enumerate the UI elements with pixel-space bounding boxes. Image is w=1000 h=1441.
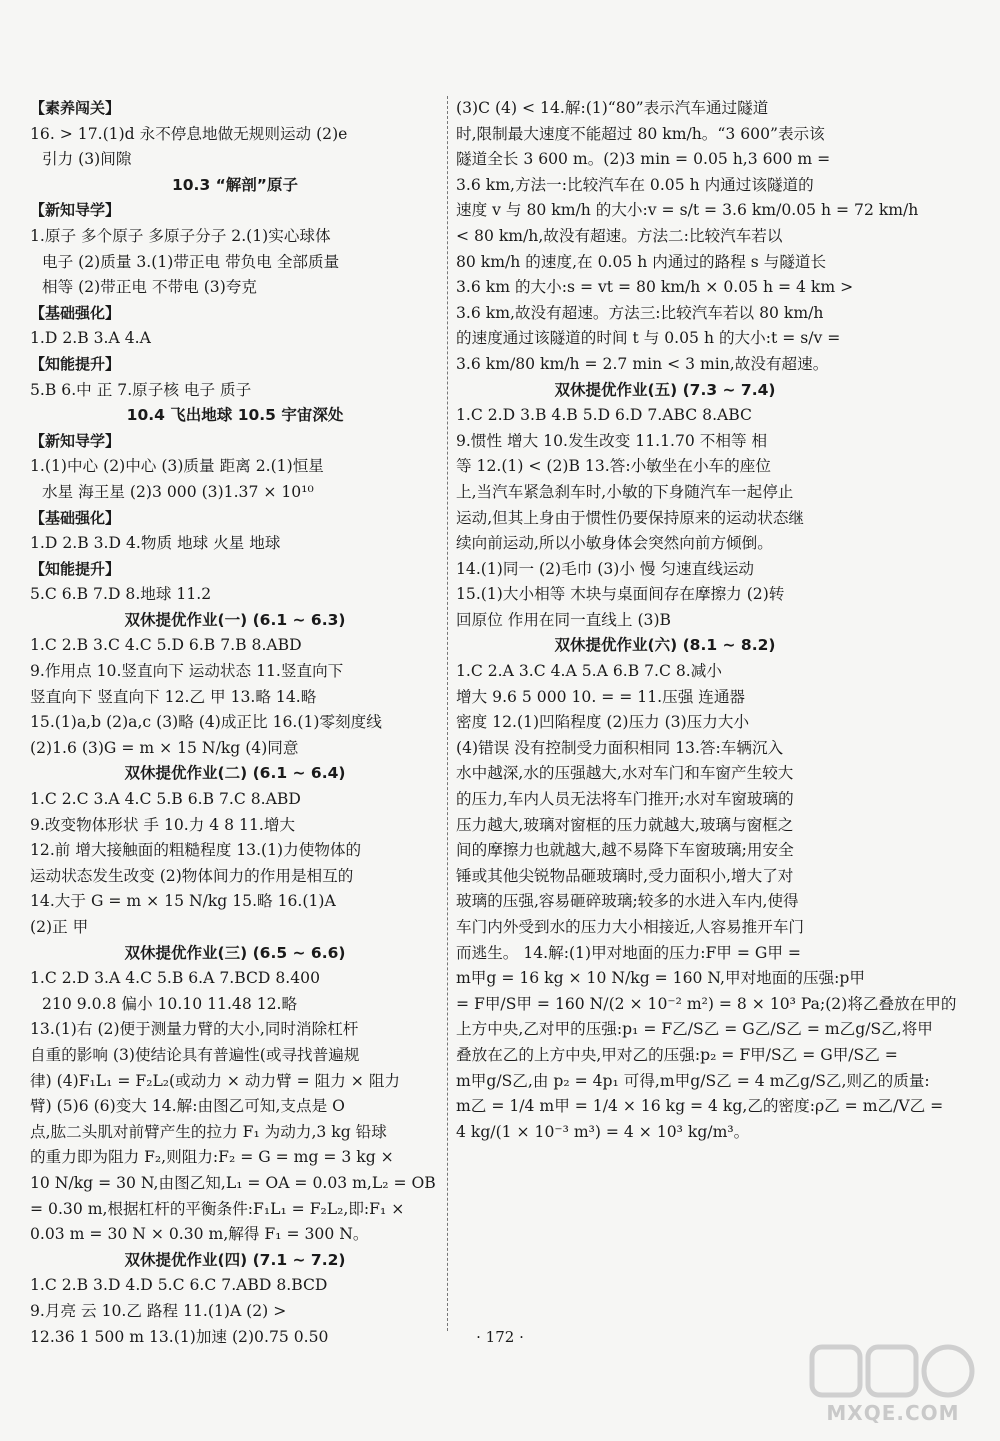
text-line: 运动,但其上身由于惯性仍要保持原来的运动状态继 — [456, 508, 805, 527]
text-line: 水中越深,水的压强越大,水对车门和车窗产生较大 — [456, 764, 794, 783]
text-line: 相等 (2)带正电 不带电 (3)夸克 — [42, 278, 257, 297]
watermark-logo — [808, 1341, 978, 1425]
text-line: 5.B 6.中 正 7.原子核 电子 质子 — [30, 380, 252, 399]
text-line: 210 9.0.8 偏小 10.10 11.48 12.略 — [42, 994, 298, 1013]
text-line: 15.(1)大小相等 木块与桌面间存在摩擦力 (2)转 — [456, 585, 785, 604]
text-line: 9.改变物体形状 手 10.力 4 8 11.增大 — [30, 815, 296, 834]
text-line: 等 12.(1) < (2)B 13.答:小敏坐在小车的座位 — [456, 457, 771, 476]
section-title: 双休提优作业(四) (7.1 ~ 7.2) — [124, 1250, 346, 1269]
text-line: 臂) (5)6 (6)变大 14.解:由图乙可知,支点是 O — [30, 1097, 345, 1116]
section-header: 【新知导学】 — [30, 201, 121, 220]
text-line: 1.(1)中心 (2)中心 (3)质量 距离 2.(1)恒星 — [30, 457, 324, 476]
text-line: 竖直向下 竖直向下 12.乙 甲 13.略 14.略 — [30, 687, 317, 706]
text-line: 0.03 m = 30 N × 0.30 m,解得 F₁ = 300 N。 — [30, 1225, 369, 1244]
text-line: 隧道全长 3 600 m。(2)3 min = 0.05 h,3 600 m = — [456, 150, 831, 169]
text-line: 3.6 km/80 km/h = 2.7 min < 3 min,故没有超速。 — [456, 354, 829, 373]
text-line: 压力越大,玻璃对窗框的压力就越大,玻璃与窗框之 — [456, 815, 794, 834]
watermark-text: MXQE.COM — [826, 1401, 960, 1425]
section-header: 【基础强化】 — [30, 508, 121, 527]
text-line: 律) (4)F₁L₁ = F₂L₂(或动力 × 动力臂 = 阻力 × 阻力 — [30, 1071, 401, 1090]
text-line: 自重的影响 (3)使结论具有普遍性(或寻找普遍规 — [30, 1045, 360, 1064]
text-line: 速度 v 与 80 km/h 的大小:v = s/t = 3.6 km/0.05 h = 72 km/h — [456, 201, 919, 220]
text-line: (4)错误 没有控制受力面积相同 13.答:车辆沉入 — [456, 738, 784, 757]
text-line: 玻璃的压强,容易砸碎玻璃;较多的水进入车内,使得 — [456, 892, 799, 911]
text-line: m乙 = 1/4 m甲 = 1/4 × 16 kg = 4 kg,乙的密度:ρ乙 = m乙/V乙 = — [456, 1097, 944, 1116]
text-line: m甲g = 16 kg × 10 N/kg = 160 N,甲对地面的压强:p甲 — [456, 969, 865, 988]
watermark-icon — [808, 1341, 978, 1401]
text-line: (2)正 甲 — [30, 918, 89, 936]
text-line: 水星 海王星 (2)3 000 (3)1.37 × 10¹⁰ — [42, 482, 314, 501]
text-line: 3.6 km,故没有超速。方法三:比较汽车若以 80 km/h — [456, 303, 824, 322]
text-line: 1.C 2.C 3.A 4.C 5.B 6.B 7.C 8.ABD — [30, 790, 301, 809]
text-line: 9.惯性 增大 10.发生改变 11.1.70 不相等 相 — [456, 431, 768, 450]
text-line: m甲g/S乙,由 p₂ = 4p₁ 可得,m甲g/S乙 = 4 m乙g/S乙,则乙的质量: — [456, 1071, 930, 1090]
text-line: 9.月亮 云 10.乙 路程 11.(1)A (2) > — [30, 1301, 287, 1320]
text-line: 引力 (3)间隙 — [42, 150, 132, 169]
text-line: 10 N/kg = 30 N,由图乙知,L₁ = OA = 0.03 m,L₂ = OB — [30, 1173, 436, 1192]
section-header: 【新知导学】 — [30, 431, 121, 450]
text-line: 增大 9.6 5 000 10. = = 11.压强 连通器 — [456, 687, 746, 706]
text-line: 14.大于 G = m × 15 N/kg 15.略 16.(1)A — [30, 892, 336, 911]
section-header: 【知能提升】 — [30, 354, 121, 373]
text-line: = 0.30 m,根据杠杆的平衡条件:F₁L₁ = F₂L₂,即:F₁ × — [30, 1199, 405, 1218]
text-line: 1.D 2.B 3.A 4.A — [30, 329, 151, 348]
text-line: 上方中央,乙对甲的压强:p₁ = F乙/S乙 = G乙/S乙 = m乙g/S乙,将甲 — [456, 1020, 933, 1039]
text-line: 9.作用点 10.竖直向下 运动状态 11.竖直向下 — [30, 662, 344, 681]
text-line: 16. > 17.(1)d 永不停息地做无规则运动 (2)e — [30, 124, 348, 143]
text-line: (3)C (4) < 14.解:(1)“80”表示汽车通过隧道 — [456, 99, 769, 117]
right-column — [456, 96, 957, 1145]
text-line: 的速度通过该隧道的时间 t 与 0.05 h 的大小:t = s/v = — [456, 329, 841, 348]
text-line: 锤或其他尖锐物品砸玻璃时,受力面积小,增大了对 — [456, 866, 794, 885]
section-header: 【素养闯关】 — [30, 99, 121, 117]
text-line: 回原位 作用在同一直线上 (3)B — [456, 610, 671, 629]
section-title: 双休提优作业(六) (8.1 ~ 8.2) — [554, 636, 776, 655]
text-line: 上,当汽车紧急刹车时,小敏的下身随汽车一起停止 — [456, 482, 794, 501]
text-line: 叠放在乙的上方中央,甲对乙的压强:p₂ = F甲/S乙 = G甲/S乙 = — [456, 1045, 898, 1064]
text-line: 80 km/h 的速度,在 0.05 h 内通过的路程 s 与隧道长 — [456, 252, 827, 271]
text-line: 的重力即为阻力 F₂,则阻力:F₂ = G = mg = 3 kg × — [30, 1148, 394, 1167]
text-line: 1.C 2.A 3.C 4.A 5.A 6.B 7.C 8.减小 — [456, 662, 722, 681]
text-line: 12.36 1 500 m 13.(1)加速 (2)0.75 0.50 — [30, 1327, 329, 1346]
section-title: 双休提优作业(五) (7.3 ~ 7.4) — [554, 380, 776, 399]
text-line: 1.D 2.B 3.D 4.物质 地球 火星 地球 — [30, 534, 281, 553]
section-title: 双休提优作业(二) (6.1 ~ 6.4) — [124, 764, 346, 783]
text-line: 密度 12.(1)凹陷程度 (2)压力 (3)压力大小 — [456, 713, 750, 732]
text-line: 1.C 2.B 3.D 4.D 5.C 6.C 7.ABD 8.BCD — [30, 1276, 328, 1295]
section-header: 【知能提升】 — [30, 559, 121, 578]
text-line: 时,限制最大速度不能超过 80 km/h。“3 600”表示该 — [456, 124, 825, 143]
column-divider — [447, 96, 448, 1331]
text-line: 点,肱二头肌对前臂产生的拉力 F₁ 为动力,3 kg 铅球 — [30, 1122, 387, 1141]
text-line: 1.C 2.B 3.C 4.C 5.D 6.B 7.B 8.ABD — [30, 636, 302, 655]
text-line: 3.6 km 的大小:s = vt = 80 km/h × 0.05 h = 4 km > — [456, 278, 854, 297]
text-line: 15.(1)a,b (2)a,c (3)略 (4)成正比 16.(1)零刻度线 — [30, 713, 382, 732]
text-line: 5.C 6.B 7.D 8.地球 11.2 — [30, 585, 212, 604]
text-line: 13.(1)右 (2)便于测量力臂的大小,同时消除杠杆 — [30, 1020, 359, 1039]
text-line: 车门内外受到水的压力大小相接近,人容易推开车门 — [456, 918, 805, 936]
text-line: 电子 (2)质量 3.(1)带正电 带负电 全部质量 — [42, 252, 340, 271]
text-line: (2)1.6 (3)G = m × 15 N/kg (4)同意 — [30, 738, 299, 757]
page-number: · 172 · — [476, 1328, 524, 1346]
text-line: = F甲/S甲 = 160 N/(2 × 10⁻² m²) = 8 × 10³ Pa;(2)将乙叠放在甲的 — [456, 994, 957, 1013]
section-header: 【基础强化】 — [30, 303, 121, 322]
text-line: 4 kg/(1 × 10⁻³ m³) = 4 × 10³ kg/m³。 — [456, 1122, 750, 1141]
section-title: 10.3 “解剖”原子 — [171, 175, 298, 194]
text-line: 12.前 增大接触面的粗糙程度 13.(1)力使物体的 — [30, 841, 362, 860]
section-title: 双休提优作业(三) (6.5 ~ 6.6) — [124, 943, 346, 962]
text-line: 间的摩擦力也就越大,越不易降下车窗玻璃;用安全 — [456, 841, 794, 860]
text-line: 而逃生。 14.解:(1)甲对地面的压力:F甲 = G甲 = — [456, 943, 801, 962]
text-line: 的压力,车内人员无法将车门推开;水对车窗玻璃的 — [456, 790, 794, 809]
text-line: 续向前运动,所以小敏身体会突然向前方倾倒。 — [456, 534, 773, 553]
text-line: 1.原子 多个原子 多原子分子 2.(1)实心球体 — [30, 226, 331, 245]
text-line: 1.C 2.D 3.A 4.C 5.B 6.A 7.BCD 8.400 — [30, 969, 321, 988]
text-line: 3.6 km,方法一:比较汽车在 0.05 h 内通过该隧道的 — [456, 175, 814, 194]
left-column — [30, 96, 440, 1350]
text-line: 运动状态发生改变 (2)物体间力的作用是相互的 — [30, 866, 354, 885]
text-line: 1.C 2.D 3.B 4.B 5.D 6.D 7.ABC 8.ABC — [456, 406, 752, 425]
text-line: 14.(1)同一 (2)毛巾 (3)小 慢 匀速直线运动 — [456, 559, 755, 578]
section-title: 10.4 飞出地球 10.5 宇宙深处 — [126, 406, 344, 425]
text-line: < 80 km/h,故没有超速。方法二:比较汽车若以 — [456, 226, 783, 245]
section-title: 双休提优作业(一) (6.1 ~ 6.3) — [124, 610, 346, 629]
